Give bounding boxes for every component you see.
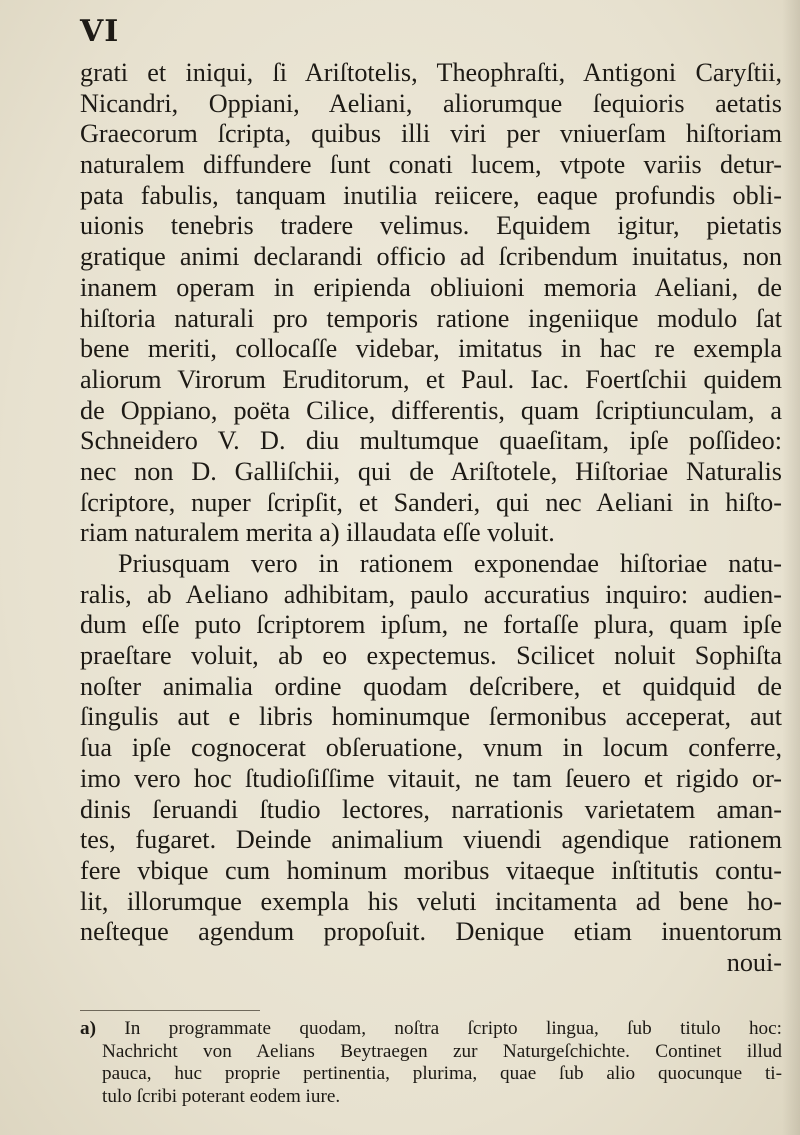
text-line: naturalem diffundere ſunt conati lucem, vtpote variis detur- [80, 150, 782, 180]
text-line: aliorum Virorum Eruditorum, et Paul. Iac. Foertſchii quidem [80, 364, 782, 394]
text-line: imo vero hoc ſtudioſiſſime vitauit, ne tam ſeuero et rigido or- [80, 763, 782, 793]
text-line: noſter animalia ordine quodam deſcribere, et quidquid de [80, 671, 782, 701]
text-line: riam naturalem merita a) illaudata eſſe voluit. [80, 518, 555, 548]
text-line: pata fabulis, tanquam inutilia reiicere, eaque profundis obli- [80, 180, 782, 210]
text-line: ſcriptore, nuper ſcripſit, et Sanderi, qui nec Aeliani in hiſto- [80, 487, 782, 517]
text-line: Graecorum ſcripta, quibus illi viri per vniuerſam hiſtoriam [80, 119, 782, 149]
footnote-line: In programmate quodam, noſtra ſcripto lingua, ſub titulo hoc: [124, 1018, 782, 1039]
catchword: noui- [726, 947, 782, 977]
main-text-block [80, 58, 782, 978]
footnote-line: pauca, huc proprie pertinentia, plurima, quae ſub alio quocunque ti- [102, 1063, 782, 1084]
text-line: de Oppiano, poëta Cilice, differentis, quam ſcriptiunculam, a [80, 395, 782, 425]
page-edge-shadow [782, 0, 800, 1135]
footnote-block [80, 1018, 782, 1108]
footnote-line: Nachricht von Aelians Beytraegen zur Naturgeſchichte. Continet illud [102, 1040, 782, 1062]
text-line: ſingulis aut e libris hominumque ſermonibus acceperat, aut [80, 702, 782, 732]
text-line: fere vbique cum hominum moribus vitaeque inſtitutis contu- [80, 855, 782, 885]
footnote-divider [80, 1010, 260, 1011]
text-line: tes, fugaret. Deinde animalium viuendi agendique rationem [80, 825, 782, 855]
text-line: lit, illorumque exempla his veluti incitamenta ad bene ho- [80, 886, 782, 916]
text-line: Schneidero V. D. diu multumque quaeſitam, ipſe poſſideo: [80, 426, 782, 456]
footnote-marker: a) [80, 1018, 96, 1039]
text-line: dum eſſe puto ſcriptorem ipſum, ne fortaſſe plura, quam ipſe [80, 610, 782, 640]
text-line: ralis, ab Aeliano adhibitam, paulo accuratius inquiro: audien- [80, 579, 782, 609]
text-line: bene meriti, collocaſſe videbar, imitatus in hac re exempla [80, 334, 782, 364]
footnote-line: tulo ſcribi poterant eodem iure. [102, 1085, 341, 1107]
text-line: gratique animi declarandi officio ad ſcribendum inuitatus, non [80, 242, 782, 272]
page-number: VI [80, 14, 120, 49]
text-line: hiſtoria naturali pro temporis ratione ingeniique modulo ſat [80, 303, 782, 333]
text-line: uionis tenebris tradere velimus. Equidem igitur, pietatis [80, 211, 782, 241]
text-line: inanem operam in eripienda obliuioni memoria Aeliani, de [80, 272, 782, 302]
text-line: neſteque agendum propoſuit. Denique etiam inuentorum [80, 917, 782, 947]
text-line: Nicandri, Oppiani, Aeliani, aliorumque ſequioris aetatis [80, 88, 782, 118]
paragraph-start-line: Priusquam vero in rationem exponendae hiſtoriae natu- [118, 549, 782, 578]
text-line: nec non D. Galliſchii, qui de Ariſtotele, Hiſtoriae Naturalis [80, 456, 782, 486]
text-line: dinis ſeruandi ſtudio lectores, narrationis varietatem aman- [80, 794, 782, 824]
text-line: praeſtare voluit, ab eo expectemus. Scilicet noluit Sophiſta [80, 641, 782, 671]
text-line: grati et iniqui, ſi Ariſtotelis, Theophraſti, Antigoni Caryſtii, [80, 58, 782, 87]
text-line: ſua ipſe cognocerat obſeruatione, vnum in locum conferre, [80, 733, 782, 763]
